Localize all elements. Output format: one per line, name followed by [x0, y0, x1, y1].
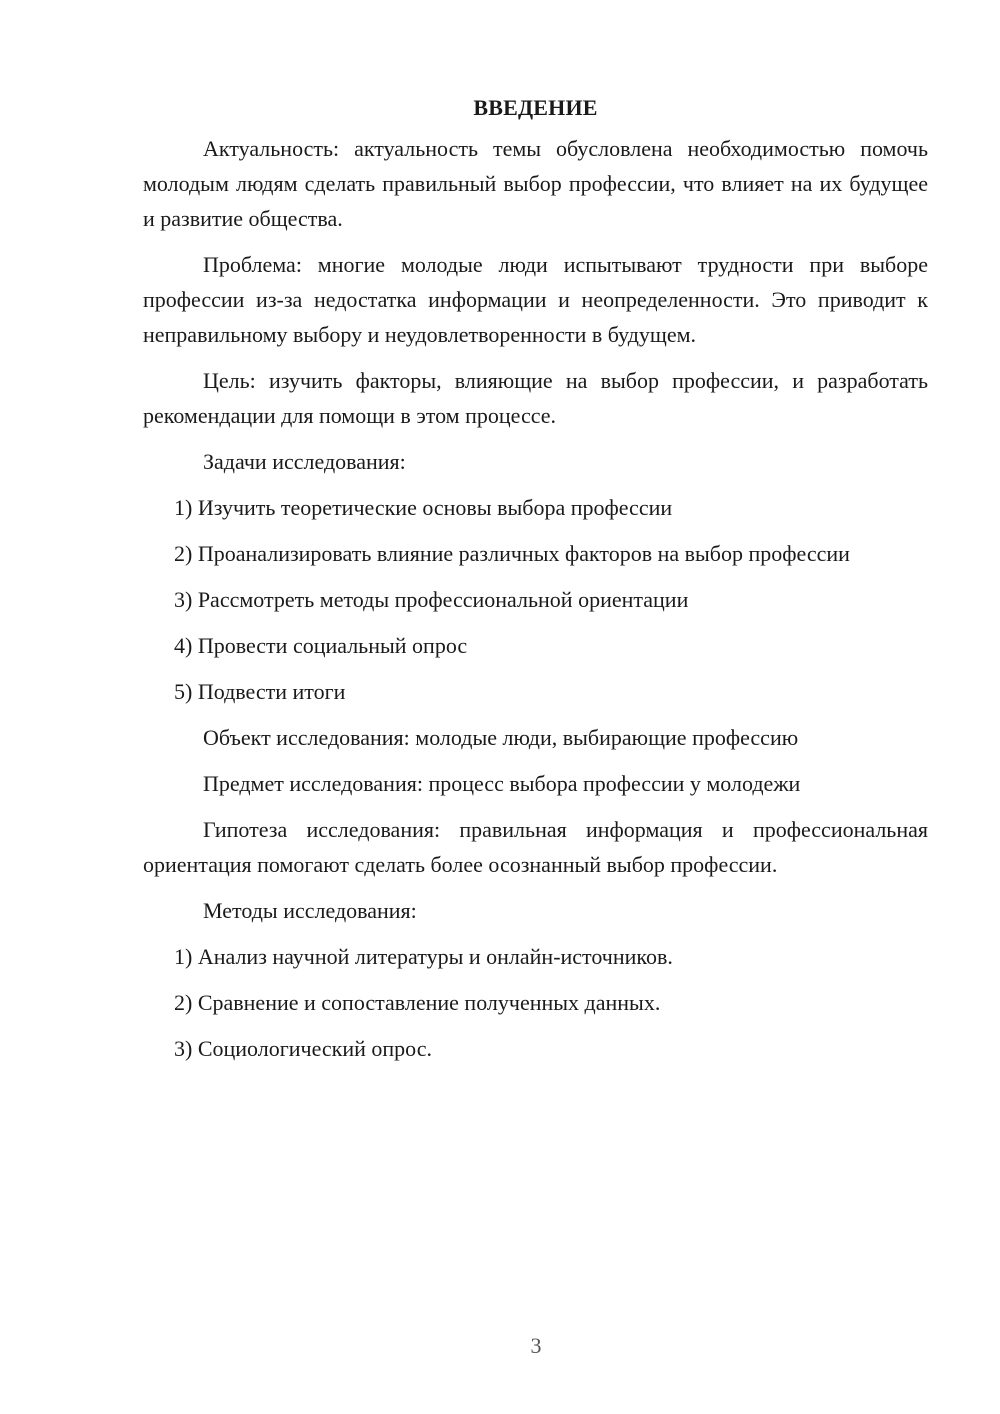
- task-item-4: 4) Провести социальный опрос: [174, 633, 468, 658]
- relevance-paragraph: Актуальность: актуальность темы обусловлена необходимостью помочь молодым людям сделать правильный выбор профессии, что влияет на их будущее и развитие общества.: [143, 136, 928, 231]
- subject-paragraph: Предмет исследования: процесс выбора профессии у молодежи: [203, 771, 801, 796]
- task-item-1: 1) Изучить теоретические основы выбора профессии: [174, 495, 673, 520]
- problem-paragraph: Проблема: многие молодые люди испытывают трудности при выборе профессии из-за недостатка информации и неопределенности. Это приводит к неправильному выбору и неудовлетворенности в будущем.: [143, 252, 928, 347]
- tasks-list: [143, 490, 928, 709]
- task-item-2: 2) Проанализировать влияние различных факторов на выбор профессии: [174, 541, 850, 566]
- goal-paragraph: Цель: изучить факторы, влияющие на выбор профессии, и разработать рекомендации для помощи в этом процессе.: [143, 368, 928, 428]
- task-item-5: 5) Подвести итоги: [174, 679, 346, 704]
- task-item-3: 3) Рассмотреть методы профессиональной ориентации: [174, 587, 689, 612]
- document-body: [143, 90, 928, 1077]
- page-number: 3: [530, 1333, 542, 1358]
- hypothesis-paragraph: Гипотеза исследования: правильная информация и профессиональная ориентация помогают сделать более осознанный выбор профессии.: [143, 817, 928, 877]
- methods-list: [143, 939, 928, 1066]
- object-paragraph: Объект исследования: молодые люди, выбирающие профессию: [203, 725, 799, 750]
- method-item-1: 1) Анализ научной литературы и онлайн-источников.: [174, 944, 673, 969]
- page-title: ВВЕДЕНИЕ: [473, 95, 598, 120]
- method-item-2: 2) Сравнение и сопоставление полученных данных.: [174, 990, 661, 1015]
- tasks-heading: Задачи исследования:: [203, 449, 406, 474]
- method-item-3: 3) Социологический опрос.: [174, 1036, 432, 1061]
- methods-heading: Методы исследования:: [203, 898, 417, 923]
